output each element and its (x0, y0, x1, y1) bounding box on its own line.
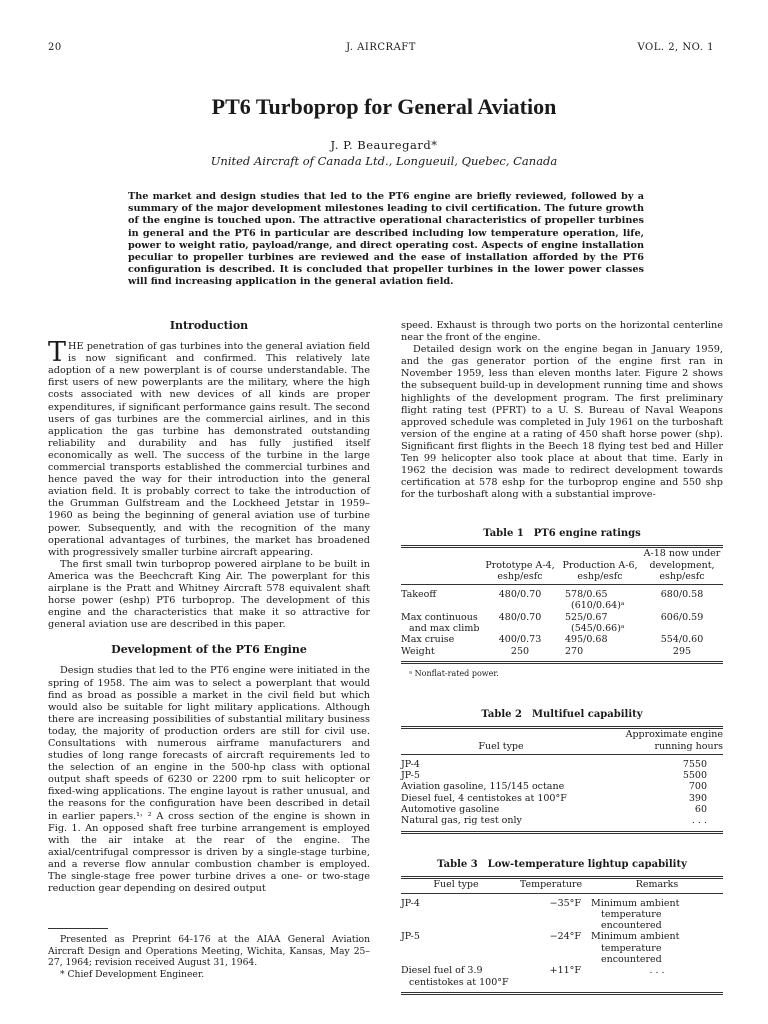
table-row (401, 600, 723, 611)
table-row (401, 793, 723, 804)
table-3-grid (401, 879, 723, 988)
table-cell: Minimum ambient (591, 897, 680, 909)
table-cell: JP-5 (401, 770, 420, 782)
table-row (401, 898, 723, 909)
table-3-header-row (401, 879, 723, 893)
table-header-cell: Temperature (519, 879, 583, 891)
section-heading-introduction: Introduction (169, 319, 249, 332)
intro-paragraph-1-text: HE penetration of gas turbines into the general aviation field is now significant and confirmed. This relatively late adoption of a new powerplant is of course understandable. The first users of new powerplants are the military, where the high costs associated with new devices of all kinds are proper expenditures, if significant performance gains result. The second users of gas turbines are the commercial airlines, and in this application the gas turbine has demonstrated outstanding reliability and durability and has fully justified itself economically as well. The success of the turbine in the large commercial transports established the commercial turbines and hence paved the way for their introduction into the general aviation field. It is probably correct to take the introduction of the Grumman Gulfstream and the Lockheed Jetstar in 1959–1960 as being the beginning of general aviation use of turbine power. Subsequently, and with the recognition of the many operational advantages of turbines, the market has broadened with progressively smaller turbine aircraft appearing. (48, 341, 370, 558)
table-2-number: Table 2 (481, 709, 522, 720)
table-cell (401, 600, 481, 611)
footnote-presented: Presented as Preprint 64-176 at the AIAA General Aviation Aircraft Design and Operations Meeting, Wichita, Kansas, May 25–27, 1964; revision received August 31, 1964. (48, 934, 370, 968)
journal-name: J. AIRCRAFT (346, 42, 416, 53)
table-cell: Max cruise (401, 634, 455, 646)
table-2-header-row (401, 729, 723, 754)
table-cell: Natural gas, rig test only (401, 815, 522, 827)
table-cell: Diesel fuel of 3.9 (401, 965, 483, 977)
table-row (401, 770, 723, 781)
table-cell: 525/0.67 (565, 611, 608, 623)
table-1-grid (401, 548, 723, 657)
table-row (401, 909, 723, 932)
paper-title: PT6 Turboprop for General Aviation (211, 94, 557, 119)
table-cell (401, 909, 511, 932)
table-cell: 270 (565, 645, 584, 657)
right-paragraph-2: Detailed design work on the engine began in January 1959, and the gas generator portion of the engine first ran in November 1959, less than eleven months later. Figure 2 shows the subsequent build-up in development running time and shows highlights of the development program. The first preliminary flight rating test (PFRT) to a U. S. Bureau of Naval Weapons approved schedule was completed in July 1961 on the turboshaft version of the engine at a rating of 450 shaft horse power (shp). Significant first flights in the Beech 18 flying test bed and Hiller Ten 99 helicopter also took place at about that time. Early in 1962 the decision was made to redirect development towards certification at 578 eshp for the turboprop engine and 550 shp for the turboshaft along with a substantial improve- (401, 344, 723, 501)
table-row (401, 634, 723, 645)
table-cell (641, 600, 723, 611)
table-cell: 495/0.68 (565, 634, 608, 646)
table-cell: temperature encountered (601, 942, 662, 966)
table-cell (511, 909, 591, 932)
table-cell: . . . (691, 815, 707, 827)
table-cell (481, 623, 559, 634)
table-cell: . . . (649, 965, 665, 977)
page-number: 20 (48, 42, 62, 53)
table-cell: centistokes at 100°F (409, 976, 509, 988)
development-paragraph-1: Design studies that led to the PT6 engine were initiated in the spring of 1958. The aim was to select a powerplant that would find as broad as possible a market in the civil field but which would also be suitable for light military applications. Although there are increasing possibilities of substantial military business today, the majority of production orders are still for civil use. Consultations with numerous airframe manufacturers and studies of long range forecasts of aircraft requirements led to the selection of an engine in the 500-hp class with optional output shaft speeds of 6230 or 2200 rpm to suit helicopter or fixed-wing applications. The engine layout is rather unusual, and the reasons for the configuration have been described in detail in earlier papers.¹˒ ² A cross section of the engine is shown in Fig. 1. An opposed shaft free turbine arrangement is employed with the air intake at the rear of the engine. The axial/centrifugal compressor is driven by a single-stage turbine, and a reverse flow annular combustion chamber is employed. The single-stage free power turbine drives a one- or two-stage reduction gear depending on desired output (48, 665, 370, 895)
table-cell: 578/0.65 (565, 589, 608, 601)
table-cell: −35°F (549, 897, 581, 909)
table-cell: 700 (688, 781, 707, 793)
intro-paragraph-1 (48, 337, 370, 559)
table-row (401, 589, 723, 600)
table-cell: 554/0.60 (660, 634, 704, 646)
table-1-header-row (401, 548, 723, 584)
table-cell: (545/0.66)ᵃ (571, 623, 625, 635)
volume-issue: VOL. 2, NO. 1 (637, 42, 714, 53)
table-row (401, 931, 723, 942)
running-header (48, 42, 714, 56)
table-1-caption (401, 528, 723, 539)
table-1-title: PT6 engine ratings (533, 528, 641, 539)
table-2-grid (401, 729, 723, 826)
table-row (401, 646, 723, 657)
author: J. P. Beauregard* (330, 138, 438, 152)
table-cell: Max continuous (401, 611, 478, 623)
table-cell: 680/0.58 (660, 589, 704, 601)
drop-cap: T (48, 337, 67, 369)
table-cell (591, 977, 723, 988)
table-1-bottom-rule (401, 661, 723, 664)
table-1-number: Table 1 (483, 528, 524, 539)
table-1 (401, 528, 723, 679)
table-row (401, 977, 723, 988)
table-3-caption (401, 859, 723, 870)
table-3 (401, 859, 723, 995)
left-column (48, 320, 370, 895)
table-cell: 250 (510, 645, 530, 657)
table-header-cell: Fuel type (433, 879, 479, 891)
right-column (401, 320, 723, 501)
table-cell: 480/0.70 (498, 589, 542, 601)
table-2-caption (401, 709, 723, 720)
table-row (401, 612, 723, 623)
affiliation: United Aircraft of Canada Ltd., Longueuil, Quebec, Canada (210, 154, 558, 168)
intro-paragraph-2: The first small twin turboprop powered airplane to be built in America was the Beechcraft King Air. The powerplant for this airplane is the Pratt and Whitney Aircraft 578 equivalent shaft horse power (eshp) PT6 turboprop. The development of this engine and the characteristics that make it so attractive for general aviation use are described in this paper. (48, 558, 370, 631)
table-cell: 60 (694, 804, 707, 816)
table-header-cell: Fuel type (478, 740, 524, 752)
table-cell (481, 600, 559, 611)
table-row (401, 943, 723, 966)
table-2 (401, 709, 723, 834)
table-cell: JP-5 (401, 931, 420, 943)
table-cell: Minimum ambient (591, 931, 680, 943)
right-paragraph-1: speed. Exhaust is through two ports on the horizontal centerline near the front of the engine. (401, 320, 723, 344)
table-header-cell: Prototype A-4, eshp/esfc (485, 559, 555, 582)
table-cell: 400/0.73 (498, 634, 542, 646)
abstract: The market and design studies that led to the PT6 engine are briefly reviewed, followed by a summary of the major development milestones leading to civil certification. The future growth of the engine is touched upon. The attractive operational characteristics of propeller turbines in general and the PT6 in particular are described including low temperature operation, life, power to weight ratio, payload/range, and direct operating cost. Aspects of engine installation peculiar to propeller turbines are reviewed and the ease of installation afforded by the PT6 configuration is described. It is concluded that propeller turbines in the lower power classes will find increasing application in the general aviation field. (128, 191, 644, 288)
table-row (401, 965, 723, 976)
table-header-cell: A-18 now under development, eshp/esfc (643, 548, 721, 582)
table-cell: (610/0.64)ᵃ (571, 600, 625, 612)
section-heading-development: Development of the PT6 Engine (111, 643, 307, 657)
table-cell: 7550 (682, 758, 707, 770)
table-cell: 5500 (682, 770, 707, 782)
table-cell (511, 943, 591, 966)
table-2-bottom-rule (401, 831, 723, 834)
table-header-cell: Remarks (635, 879, 679, 891)
table-cell: temperature encountered (601, 908, 662, 932)
table-cell: +11°F (549, 965, 581, 977)
table-cell: Diesel fuel, 4 centistokes at 100°F (401, 792, 567, 804)
table-3-bottom-rule (401, 992, 723, 995)
table-cell (641, 623, 723, 634)
table-cell: JP-4 (401, 758, 420, 770)
table-3-title: Low-temperature lightup capability (487, 859, 687, 870)
table-cell: 606/0.59 (660, 611, 704, 623)
table-cell: Takeoff (401, 589, 437, 601)
table-row (401, 804, 723, 815)
table-cell: Weight (401, 645, 435, 657)
footnote-rule (48, 928, 108, 929)
table-row (401, 781, 723, 792)
table-cell: JP-4 (401, 897, 420, 909)
table-cell (401, 943, 511, 966)
footnote-author: * Chief Development Engineer. (60, 968, 205, 980)
table-cell: Automotive gasoline (401, 804, 500, 816)
footnotes (48, 928, 370, 980)
table-3-number: Table 3 (437, 859, 478, 870)
table-cell: and max climb (409, 623, 480, 635)
table-2-title: Multifuel capability (531, 709, 643, 720)
table-cell: 295 (672, 645, 692, 657)
table-header-cell: Production A-6, eshp/esfc (562, 559, 638, 582)
table-row (401, 759, 723, 770)
table-header-cell (401, 548, 481, 584)
table-cell: 480/0.70 (498, 611, 542, 623)
table-cell: 390 (688, 792, 707, 804)
table-cell: −24°F (549, 931, 581, 943)
table-header-cell: Approximate engine running hours (625, 729, 723, 752)
table-1-footnote: ᵃ Nonflat-rated power. (409, 668, 499, 678)
table-cell: Aviation gasoline, 115/145 octane (401, 781, 565, 793)
table-row (401, 623, 723, 634)
table-cell (511, 977, 591, 988)
table-row (401, 815, 723, 826)
